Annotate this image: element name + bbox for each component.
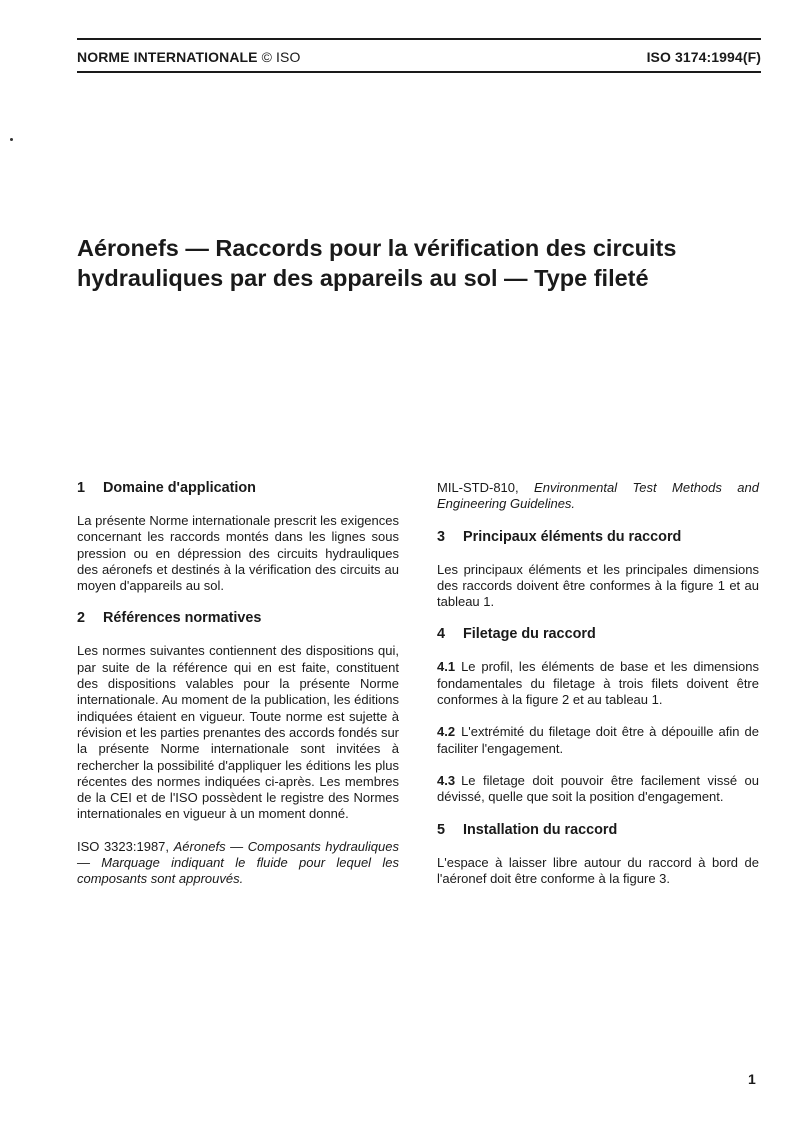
- clause-number: 4.1: [437, 659, 456, 675]
- header-standard-label: NORME INTERNATIONALE: [77, 49, 258, 65]
- section-number: 4: [437, 626, 446, 643]
- section-3-heading: [437, 529, 759, 545]
- section-3-text: Les principaux éléments et les principales dimensions des raccords doivent être conformes à la figure 1 et au tableau 1.: [437, 561, 759, 610]
- section-2-text: Les normes suivantes contiennent des dispositions qui, par suite de la référence qui en est faite, constituent des dispositions valables pour la présente Norme internationale. Au moment de la publication, les éditions indiquées étaient en vigueur. Toute norme est sujette à révision et les parties prenantes des accords fondés sur la présente Norme internationale sont invitées à rechercher la possibilité d'appliquer les éditions les plus récentes des normes indiquées ci-après. Les membres de la CEI et de l'ISO possèdent le registre des Normes internationales en vigueur à un moment donné.: [77, 643, 399, 822]
- section-5-heading: [437, 822, 759, 838]
- section-title: Références normatives: [103, 610, 262, 627]
- section-2-heading: [77, 610, 399, 626]
- section-title: Installation du raccord: [463, 821, 618, 838]
- reference-title: Environmental Test Methods and Engineering Guidelines.: [437, 480, 759, 512]
- reference-title: Aéronefs — Composants hydrauliques — Marquage indiquant le fluide pour lequel les composants sont approuvés.: [77, 838, 399, 887]
- section-4-heading: [437, 626, 759, 642]
- clause-4-3: [437, 773, 759, 806]
- document-title: [77, 233, 777, 293]
- title-line-1: Aéronefs — Raccords pour la vérification des circuits: [77, 235, 677, 261]
- section-1-heading: [77, 480, 399, 496]
- clause-text: L'extrémité du filetage doit être à dépouille afin de faciliter l'engagement.: [437, 724, 759, 756]
- reference-code: ISO 3323:1987,: [77, 838, 170, 854]
- normative-reference-iso3323: [77, 839, 399, 888]
- section-title: Filetage du raccord: [463, 626, 596, 643]
- title-line-2: hydrauliques par des appareils au sol — Type fileté: [77, 265, 649, 291]
- normative-reference-milstd810: [437, 480, 759, 513]
- section-number: 1: [77, 480, 86, 496]
- header-rule: [77, 38, 761, 40]
- page-number: 1: [748, 1071, 756, 1087]
- section-title: Principaux éléments du raccord: [463, 528, 682, 545]
- section-1-text: La présente Norme internationale prescrit les exigences concernant les raccords montés dans les lignes sous pression ou en dépression des circuits hydrauliques des aéronefs et destinés à la vérification des circuits au moyen d'appareils au sol.: [77, 513, 399, 594]
- section-title: Domaine d'application: [103, 480, 256, 496]
- reference-code: MIL-STD-810,: [437, 480, 519, 495]
- header-bottom-rule: [77, 71, 761, 73]
- header-copyright: © ISO: [261, 49, 301, 65]
- clause-4-2: [437, 724, 759, 757]
- clause-4-1: [437, 659, 759, 708]
- section-number: 2: [77, 610, 86, 627]
- clause-text: Le profil, les éléments de base et les dimensions fondamentales du filetage à trois filets doivent être conformes à la figure 2 et au tableau 1.: [437, 659, 759, 708]
- left-column: [77, 480, 399, 904]
- section-5-text: L'espace à laisser libre autour du raccord à bord de l'aéronef doit être conforme à la figure 3.: [437, 854, 759, 886]
- section-number: 5: [437, 821, 446, 838]
- header-standard-number: ISO 3174:1994(F): [646, 49, 761, 65]
- clause-number: 4.3: [437, 772, 456, 788]
- right-column: [437, 480, 759, 903]
- header-standard-type: [77, 49, 300, 65]
- clause-text: Le filetage doit pouvoir être facilement vissé ou dévissé, quelle que soit la position d'engagement.: [437, 772, 759, 805]
- section-number: 3: [437, 528, 446, 545]
- scan-speck: [10, 138, 13, 141]
- clause-number: 4.2: [437, 724, 456, 740]
